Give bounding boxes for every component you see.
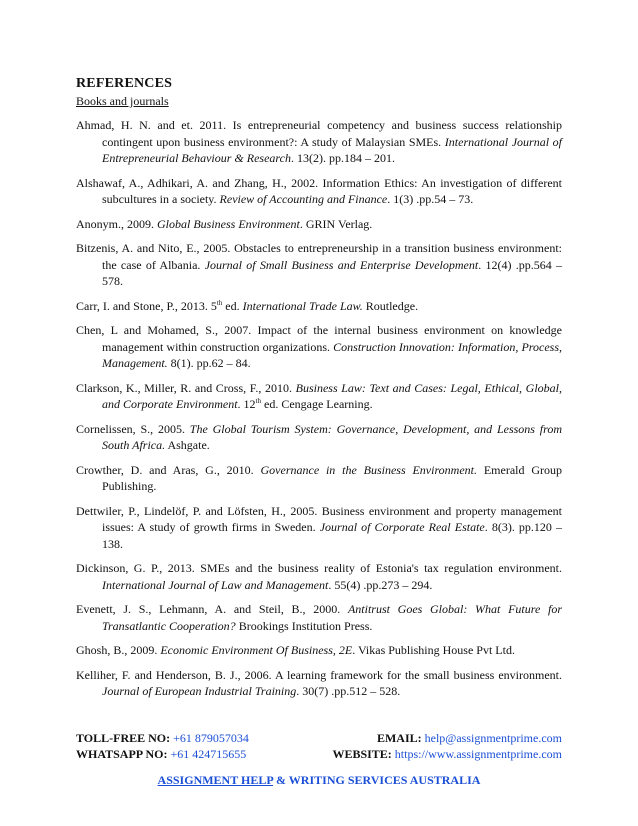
reference-text: . GRIN Verlag.: [299, 216, 373, 231]
footer-row-1: [76, 730, 562, 746]
reference-title: International Journal of Entrepreneurial Behaviour & Research: [102, 134, 562, 165]
reference-text: Evenett, J. S., Lehmann, A. and Steil, B., 2000.: [76, 602, 348, 616]
reference-title: Economic Environment Of Business, 2E: [160, 643, 353, 657]
reference-text: 8(1). pp.62 – 84.: [167, 356, 251, 370]
reference-entry: [76, 601, 562, 634]
reference-text: Chen, L and Mohamed, S., 2007. Impact of the internal business environment on knowledge management within construction organizations.: [76, 323, 562, 354]
reference-list: [76, 117, 562, 708]
ordinal-suffix: th: [255, 397, 261, 405]
reference-entry: [76, 462, 562, 495]
reference-title: Construction Innovation: Information, Process, Management.: [102, 339, 562, 370]
website-entry: [332, 746, 562, 762]
section-subheading: Books and journals: [76, 94, 169, 108]
reference-text: . 1(3) .pp.54 – 73.: [387, 192, 474, 206]
tollfree-number[interactable]: +61 879057034: [170, 731, 249, 745]
reference-title: Journal of Small Business and Enterprise Development: [204, 257, 479, 272]
reference-text: Kelliher, F. and Henderson, B. J., 2006. A learning framework for the small business environment.: [76, 667, 562, 682]
reference-text: . 12: [237, 397, 256, 411]
email-label: EMAIL:: [376, 731, 422, 745]
whatsapp-entry: [76, 746, 246, 762]
tagline-text: & WRITING SERVICES AUSTRALIA: [273, 773, 481, 787]
whatsapp-number[interactable]: +61 424715655: [167, 747, 247, 761]
reference-entry: [76, 667, 562, 700]
reference-text: . 55(4) .pp.273 – 294.: [328, 577, 433, 592]
reference-text: Brookings Institution Press.: [235, 618, 373, 633]
ordinal-suffix: th: [216, 298, 223, 307]
whatsapp-label: WHATSAPP NO:: [76, 747, 168, 761]
reference-text: Clarkson, K., Miller, R. and Cross, F., 2010.: [76, 380, 296, 395]
reference-entry: [76, 560, 562, 593]
reference-text: ed.: [222, 298, 243, 313]
website-label: WEBSITE:: [332, 747, 392, 761]
reference-text: . 30(7) .pp.512 – 528.: [296, 684, 401, 698]
reference-entry: [76, 503, 562, 553]
reference-title: Journal of Corporate Real Estate: [319, 520, 485, 534]
reference-title: Review of Accounting and Finance: [219, 192, 388, 206]
email-link[interactable]: help@assignmentprime.com: [421, 731, 562, 745]
reference-text: Emerald Group Publishing.: [102, 462, 562, 493]
tollfree-entry: [76, 730, 249, 746]
page-title: REFERENCES: [76, 76, 173, 91]
reference-text: Ghosh, B., 2009.: [76, 643, 161, 657]
reference-text: Alshawaf, A., Adhikari, A. and Zhang, H., 2002. Information Ethics: An investigation of different subcultures in a society.: [76, 175, 562, 206]
reference-text: Anonym., 2009.: [76, 216, 157, 231]
reference-text: Crowther, D. and Aras, G., 2010.: [76, 462, 261, 477]
reference-title: Governance in the Business Environment.: [260, 462, 478, 477]
reference-title: Journal of European Industrial Training: [102, 684, 297, 698]
reference-text: . 12(4) .pp.564 – 578.: [102, 257, 562, 288]
reference-text: Dickinson, G. P., 2013. SMEs and the business reality of Estonia's tax regulation environment.: [76, 561, 562, 575]
reference-text: Routledge.: [362, 298, 419, 313]
reference-title: Global Business Environment: [157, 216, 300, 231]
tollfree-label: TOLL-FREE NO:: [76, 731, 171, 745]
reference-entry: [76, 240, 562, 290]
email-entry: [377, 730, 562, 746]
reference-text: . Vikas Publishing House Pvt Ltd.: [352, 643, 515, 657]
contact-footer: [76, 730, 562, 762]
footer-row-2: [76, 746, 562, 762]
reference-text: Ahmad, H. N. and et. 2011. Is entrepreneurial competency and business success relationship contingent upon business environment?: A study of Malaysian SMEs.: [76, 118, 562, 149]
reference-text: ed. Cengage Learning.: [261, 397, 373, 411]
website-link[interactable]: https://www.assignmentprime.com: [391, 747, 562, 761]
reference-entry: [76, 175, 562, 208]
reference-text: Dettwiler, P., Lindelöf, P. and Löfsten, H., 2005. Business environment and property management issues: A study of growth firms in Sweden.: [76, 503, 562, 534]
reference-entry: [76, 642, 562, 659]
reference-text: Bitzenis, A. and Nito, E., 2005. Obstacles to entrepreneurship in a transition business environment: the case of Albania.: [76, 241, 562, 272]
reference-text: . 13(2). pp.184 – 201.: [290, 151, 395, 165]
reference-entry: [76, 322, 562, 372]
reference-title: International Journal of Law and Management: [102, 577, 329, 592]
reference-text: Cornelissen, S., 2005.: [76, 421, 190, 436]
reference-title: International Trade Law.: [242, 298, 363, 313]
reference-title: The Global Tourism System: Governance, Development, and Lessons from South Africa.: [102, 421, 562, 452]
reference-title: Business Law: Text and Cases: Legal, Ethical, Global, and Corporate Environment: [102, 380, 562, 411]
reference-text: Carr, I. and Stone, P., 2013. 5: [76, 298, 217, 313]
reference-entry: [76, 421, 562, 454]
reference-title: Antitrust Goes Global: What Future for Transatlantic Cooperation?: [102, 602, 562, 633]
assignment-help-link[interactable]: ASSIGNMENT HELP: [157, 773, 274, 787]
reference-text: . 8(3). pp.120 – 138.: [102, 520, 562, 551]
reference-entry: [76, 117, 562, 167]
reference-entry: [76, 216, 562, 233]
reference-entry: [76, 380, 562, 413]
reference-entry: [76, 298, 562, 315]
footer-tagline: [0, 773, 638, 788]
reference-text: Ashgate.: [165, 438, 210, 452]
